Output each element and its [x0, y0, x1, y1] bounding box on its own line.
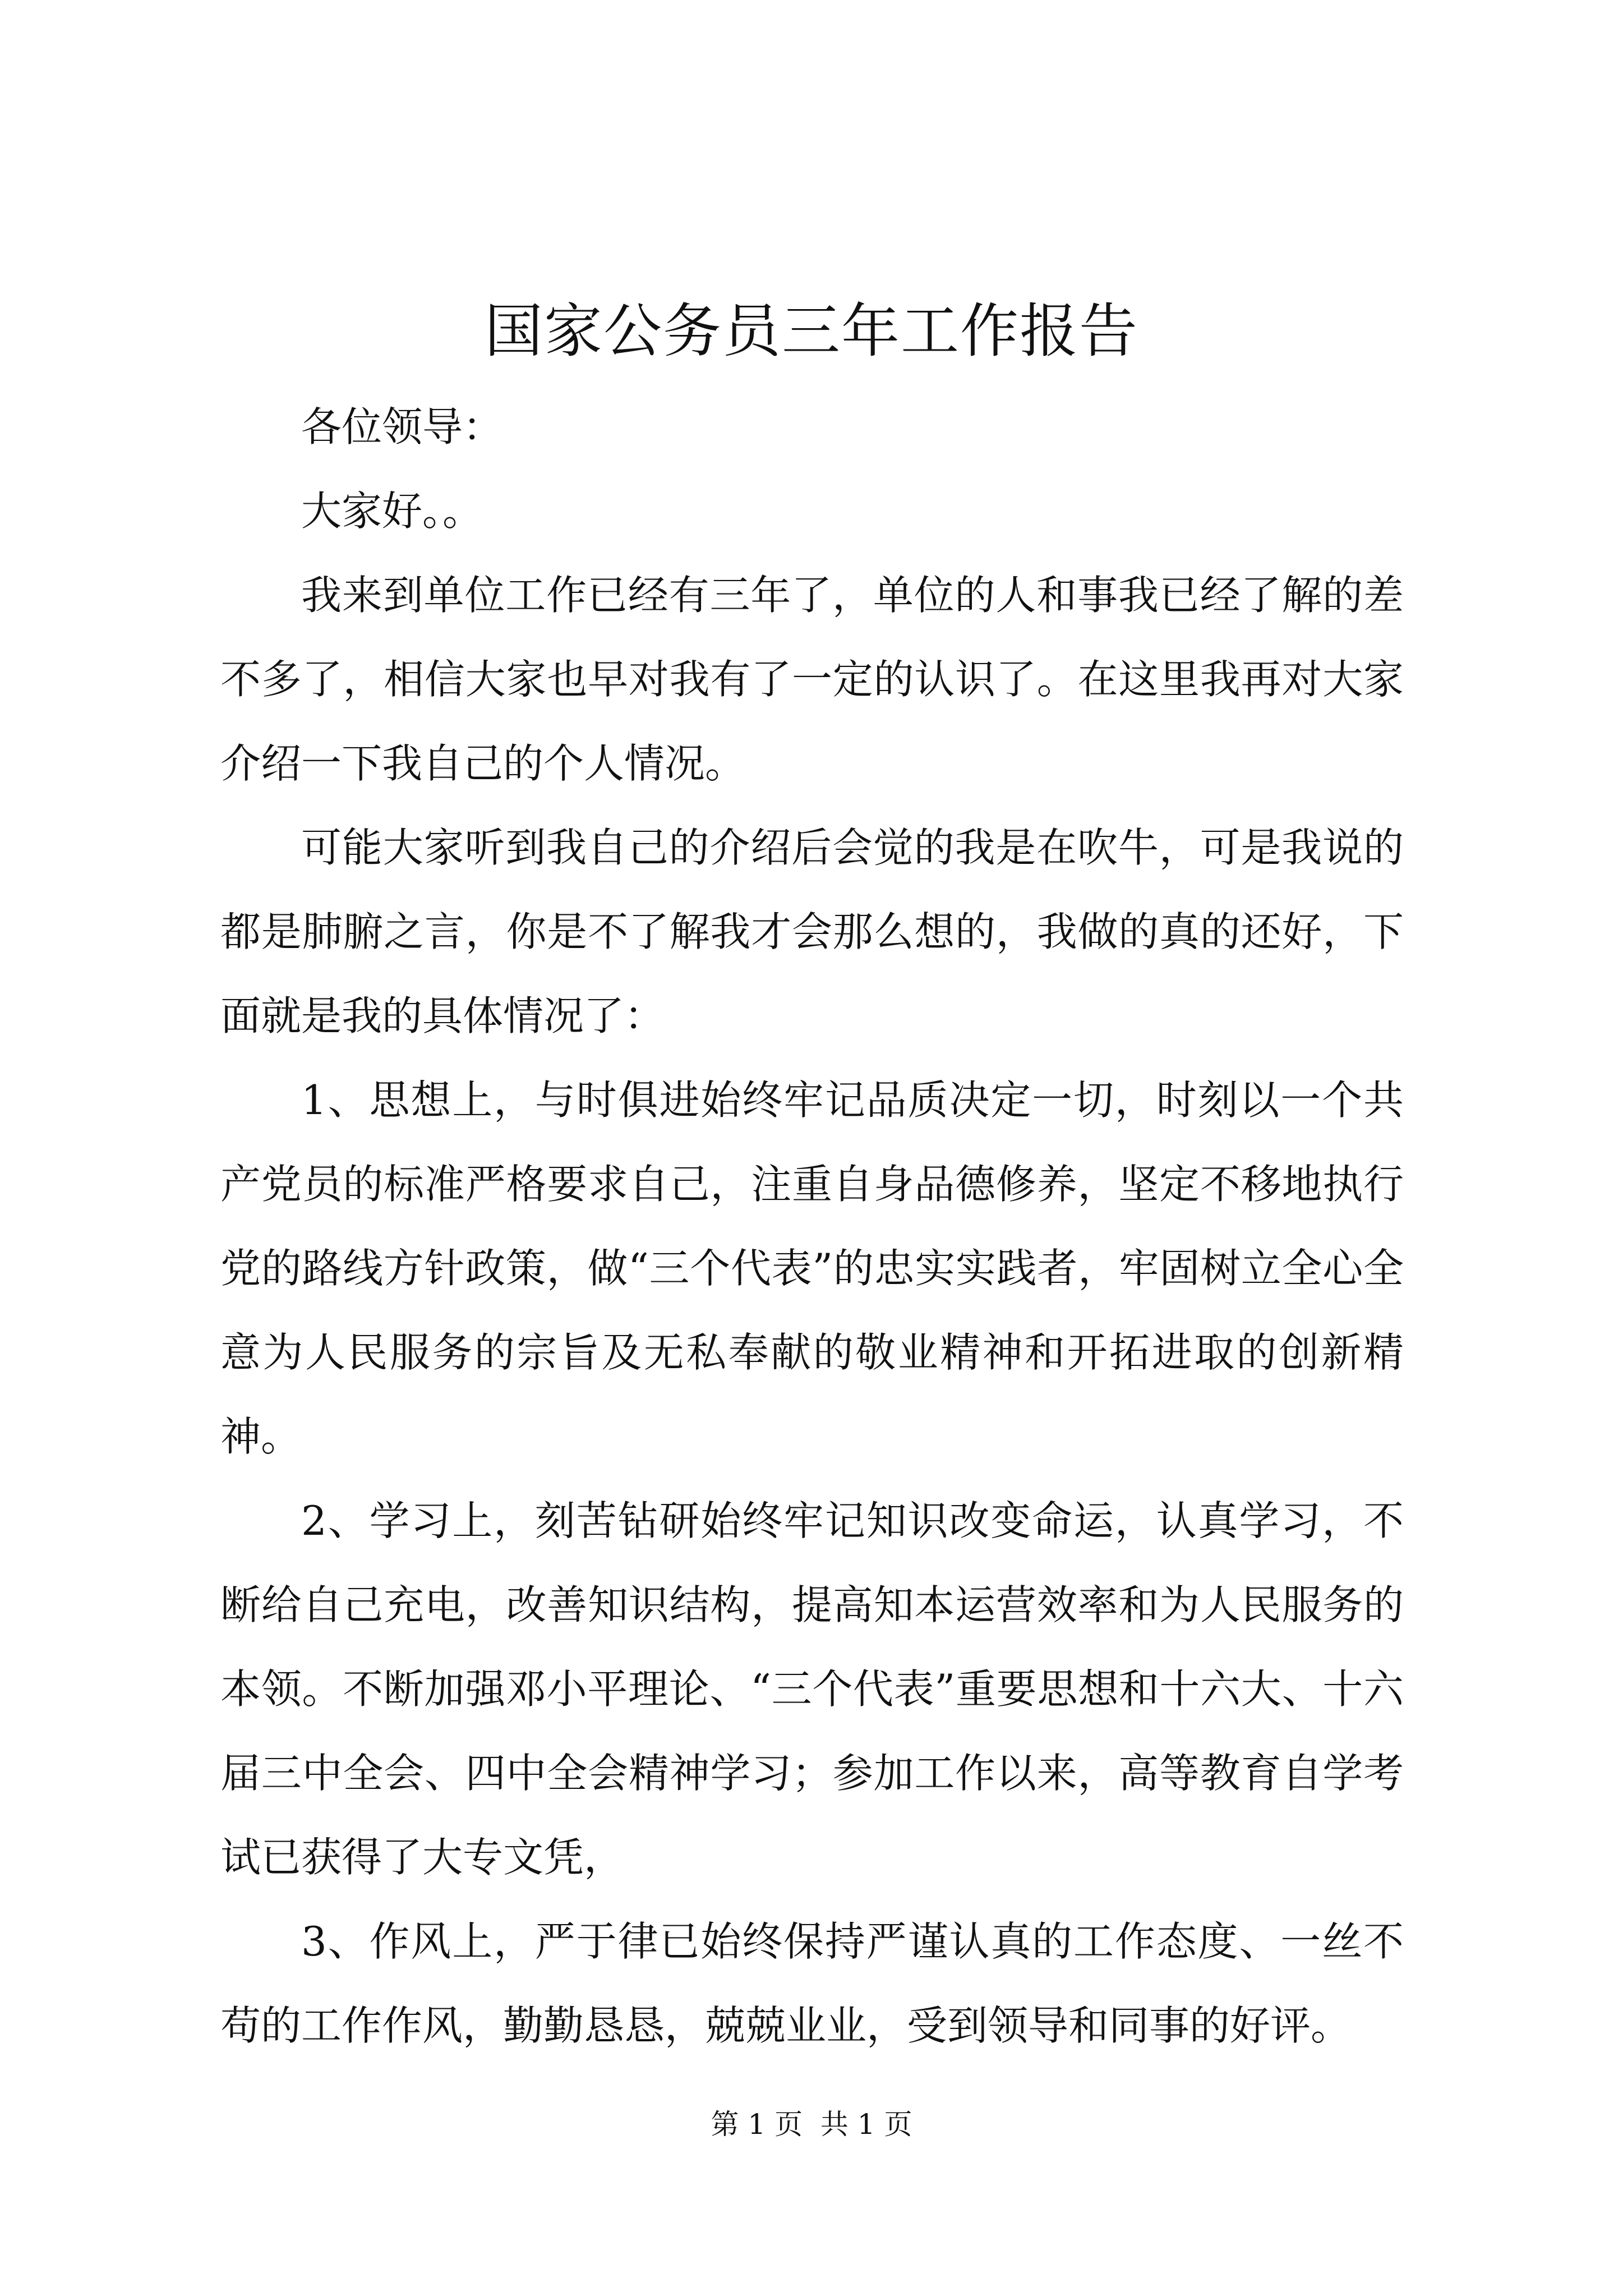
paragraph-study: 2、学习上，刻苦钻研始终牢记知识改变命运，认真学习，不断给自己充电，改善知识结构，提高知本运营效率和为人民服务的本领。不断加强邓小平理论、“三个代表”重要思想和十六大、十六届三中全会、四中全会精神学习；参加工作以来，高等教育自学考试已获得了大专文凭，	[220, 1497, 1404, 1881]
page-number: 第 1 页 共 1 页	[711, 2108, 912, 2141]
greeting: 大家好。。	[301, 487, 483, 535]
document-body	[220, 385, 1404, 2068]
document-title: 国家公务员三年工作报告	[484, 297, 1138, 365]
paragraph-work-style: 3、作风上，严于律已始终保持严谨认真的工作态度、一丝不苟的工作作风，勤勤恳恳，兢兢业业，受到领导和同事的好评。	[220, 1918, 1404, 2049]
salutation: 各位领导：	[301, 403, 504, 450]
paragraph-preface: 可能大家听到我自己的介绍后会觉的我是在吹牛，可是我说的都是肺腑之言，你是不了解我才会那么想的，我做的真的还好，下面就是我的具体情况了：	[220, 824, 1404, 1039]
page-footer	[0, 2105, 1623, 2144]
paragraph-intro: 我来到单位工作已经有三年了，单位的人和事我已经了解的差不多了，相信大家也早对我有了一定的认识了。在这里我再对大家介绍一下我自己的个人情况。	[220, 572, 1404, 787]
paragraph-ideology: 1、思想上，与时俱进始终牢记品质决定一切，时刻以一个共产党员的标准严格要求自己，注重自身品德修养，坚定不移地执行党的路线方针政策，做“三个代表”的忠实实践者，牢固树立全心全意为人民服务的宗旨及无私奉献的敬业精神和开拓进取的创新精神。	[220, 1076, 1404, 1460]
